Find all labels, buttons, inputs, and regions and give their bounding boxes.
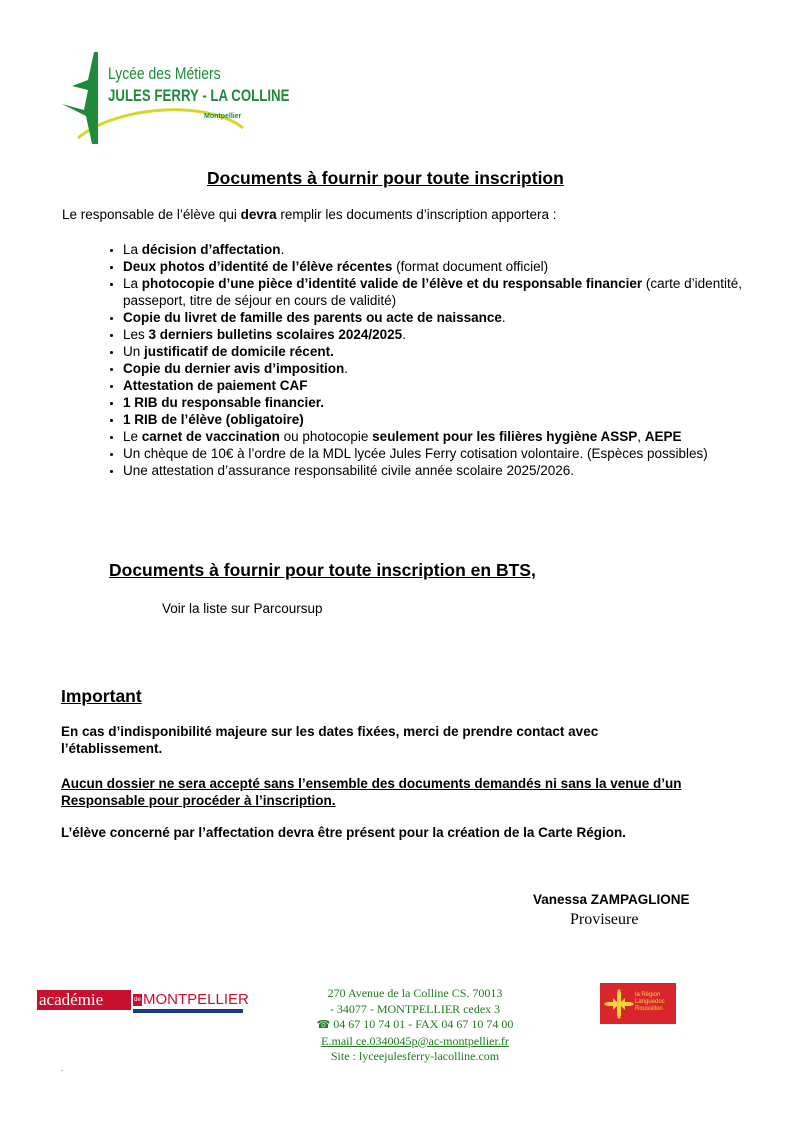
signature-name: Vanessa ZAMPAGLIONE (533, 892, 690, 907)
email-link[interactable]: E.mail ce.0340045p@ac-montpellier.fr (321, 1033, 509, 1048)
academie-logo (37, 990, 249, 1014)
intro-text-end: remplir les documents d’inscription apportera : (276, 207, 557, 222)
list-item: • 1 RIB du responsable financier. (123, 394, 795, 411)
website-line: Site : lyceejulesferry-lacolline.com (330, 1049, 500, 1063)
list-item: • La photocopie d’une pièce d’identité valide de l’élève et du responsable financier (carte d’identité, passeport, titre de séjour en cours de validité) (123, 275, 795, 309)
important-title: Important (61, 686, 142, 706)
address-line-1: 270 Avenue de la Colline CS. 70013 (327, 986, 503, 1000)
list-item: • Deux photos d’identité de l’élève récentes (format document officiel) (123, 258, 795, 275)
heading-documents: Documents à fournir pour toute inscription (207, 168, 564, 188)
logo-school-name: JULES FERRY - LA COLLINE (108, 86, 290, 105)
list-item: • Attestation de paiement CAF (123, 377, 795, 394)
important-paragraph-2: Aucun dossier ne sera accepté sans l’ensemble des documents demandés ni sans la venue d’un Responsable pour procéder à l’inscription. (61, 776, 682, 808)
footnote-mark: . (61, 1064, 64, 1073)
phone-line (290, 1017, 540, 1034)
logo-city: Montpellier (204, 113, 242, 120)
intro-text-bold: devra (240, 207, 277, 222)
region-logo-text (635, 992, 665, 1013)
documents-list (60, 241, 795, 479)
bts-note: Voir la liste sur Parcoursup (162, 601, 323, 616)
list-item: • Copie du livret de famille des parents ou acte de naissance. (123, 309, 795, 326)
important-paragraph-1: En cas d’indisponibilité majeure sur les dates fixées, merci de prendre contact avec l’établissement. (61, 724, 599, 756)
phone-icon: ☎ (316, 1019, 331, 1031)
academie-logo-word: académie (37, 990, 131, 1010)
list-item: • Le carnet de vaccination ou photocopie seulement pour les filières hygiène ASSP, AEPE (123, 428, 795, 445)
region-line-3: Roussillon (635, 1006, 663, 1012)
important-paragraph-3: L’élève concerné par l’affectation devra être présent pour la création de la Carte Région. (61, 825, 626, 840)
logo-title: Lycée des Métiers (108, 64, 221, 83)
signature-title: Proviseure (570, 911, 639, 928)
academie-logo-city: MONTPELLIER (143, 991, 249, 1008)
academie-logo-bar (133, 1009, 243, 1013)
list-item: • Copie du dernier avis d’imposition. (123, 360, 795, 377)
intro-text (62, 207, 557, 222)
list-item: • Un justificatif de domicile récent. (123, 343, 795, 360)
region-logo (600, 983, 676, 1024)
list-item: • Un chèque de 10€ à l’ordre de la MDL lycée Jules Ferry cotisation volontaire. (Espèces possibles) (123, 445, 795, 462)
school-logo (58, 50, 290, 150)
phone-numbers: 04 67 10 74 01 - FAX 04 67 10 74 00 (330, 1017, 514, 1031)
school-address (290, 986, 540, 1065)
heading-bts: Documents à fournir pour toute inscription en BTS, (109, 560, 536, 580)
intro-text-start: Le responsable de l’élève qui (62, 207, 241, 222)
list-item: • Les 3 derniers bulletins scolaires 2024/2025. (123, 326, 795, 343)
region-line-2: Languedoc (635, 999, 665, 1005)
region-line-1: la Région (635, 992, 661, 998)
list-item: • 1 RIB de l’élève (obligatoire) (123, 411, 795, 428)
academie-logo-de: de (133, 994, 142, 1006)
list-item: • La décision d’affectation. (123, 241, 795, 258)
address-line-2: - 34077 - MONTPELLIER cedex 3 (329, 1001, 501, 1016)
occitan-cross-icon (604, 989, 634, 1019)
list-item: • Une attestation d’assurance responsabilité civile année scolaire 2025/2026. (123, 462, 795, 479)
